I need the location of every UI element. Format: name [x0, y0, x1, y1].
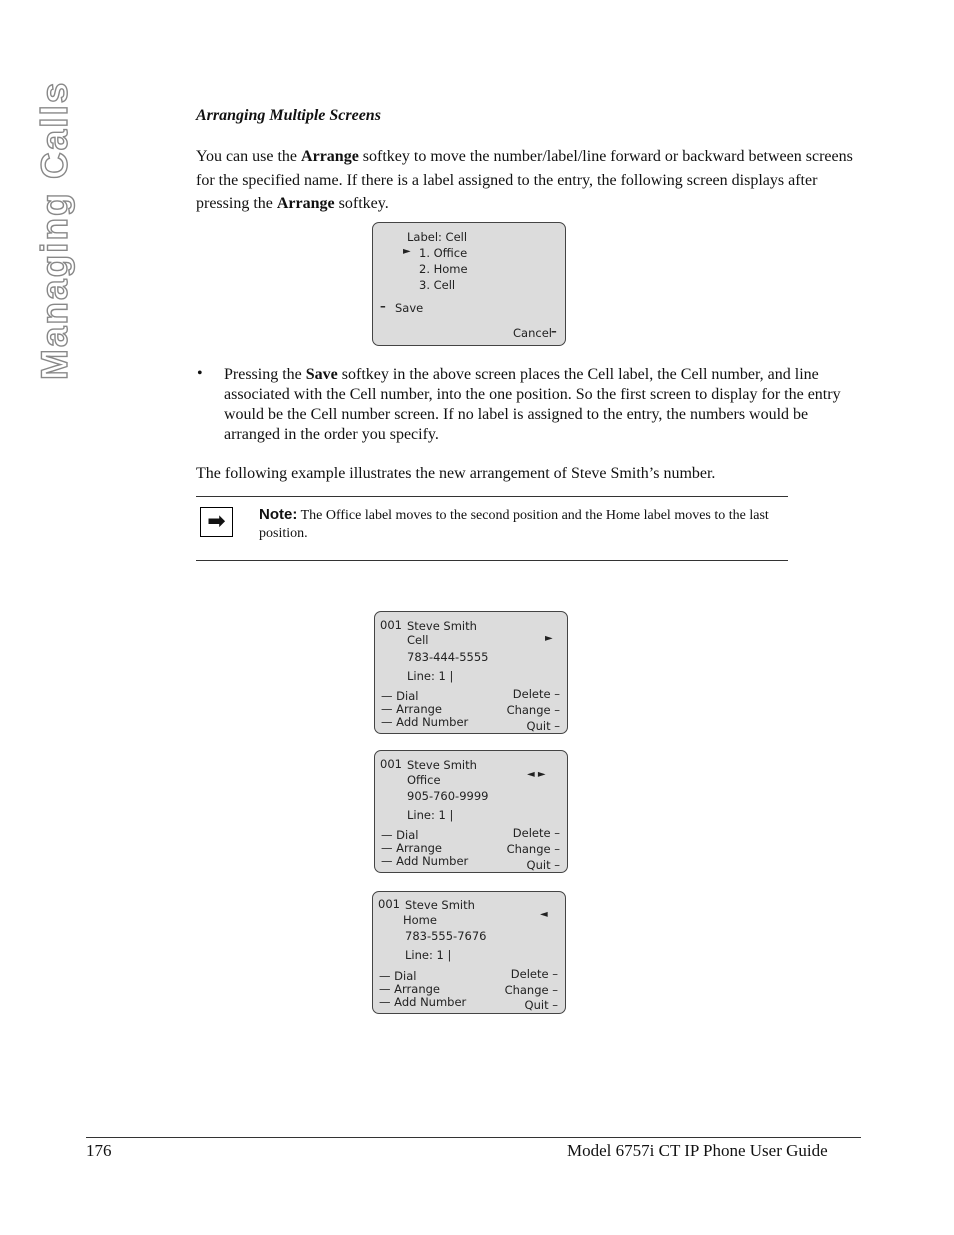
quit-softkey[interactable]: Quit – [526, 858, 560, 872]
note-text: Note: The Office label moves to the second position and the Home label moves to the last position. [259, 506, 769, 541]
quit-softkey[interactable]: Quit – [524, 998, 558, 1012]
entry-index: 001 [380, 618, 402, 632]
label-option-1: 1. Office [419, 246, 468, 260]
change-softkey[interactable]: Change – [506, 703, 560, 717]
bullet-text: Pressing the Save softkey in the above screen places the Cell label, the Cell number, and line associated with the Cell number, into the one position. So the first screen to display for the entry would be the Cell number screen. If no label is assigned to the entry, the numbers would be arranged in the order you specify. [224, 366, 841, 443]
entry-name: Steve Smith [407, 619, 477, 633]
arrange-softkey[interactable]: — Arrange [381, 702, 442, 716]
entry-number: 783-555-7676 [405, 929, 487, 943]
entry-label: Home [403, 913, 437, 927]
entry-line: Line: 1 | [407, 669, 454, 683]
entry-number: 905-760-9999 [407, 789, 489, 803]
bullet-marker: • [197, 365, 203, 382]
label-option-2: 2. Home [419, 262, 468, 276]
section-heading: Arranging Multiple Screens [196, 107, 381, 124]
arrow-right-icon: ➡ [200, 507, 233, 537]
entry-label: Office [407, 773, 441, 787]
guide-title: Model 6757i CT IP Phone User Guide [567, 1141, 828, 1160]
delete-softkey[interactable]: Delete – [512, 826, 560, 840]
footer-rule [86, 1137, 861, 1138]
entry-number: 783-444-5555 [407, 650, 489, 664]
add-number-softkey[interactable]: — Add Number [379, 995, 467, 1009]
delete-softkey[interactable]: Delete – [510, 967, 558, 981]
intro-paragraph: You can use the Arrange softkey to move the number/label/line forward or backward between screens for the specified name. If there is a label assigned to the entry, the following screen displays after pressing the Arrange softkey. [196, 148, 853, 212]
entry-label: Cell [407, 633, 429, 647]
dial-softkey[interactable]: — Dial [381, 689, 419, 703]
change-softkey[interactable]: Change – [506, 842, 560, 856]
cancel-softkey-dash: – [551, 324, 557, 338]
label-line: Label: Cell [407, 230, 468, 244]
save-softkey-dash: – [380, 299, 386, 313]
label-option-3: 3. Cell [419, 278, 456, 292]
example-intro: The following example illustrates the new arrangement of Steve Smith’s number. [196, 465, 716, 482]
phone-screen-cell [374, 611, 568, 734]
change-softkey[interactable]: Change – [504, 983, 558, 997]
dial-softkey[interactable]: — Dial [379, 969, 417, 983]
arrange-softkey[interactable]: — Arrange [381, 841, 442, 855]
entry-name: Steve Smith [405, 898, 475, 912]
add-number-softkey[interactable]: — Add Number [381, 854, 469, 868]
delete-softkey[interactable]: Delete – [512, 687, 560, 701]
phone-screen-office [374, 750, 568, 873]
note-bottom-rule [196, 560, 788, 561]
phone-screen-home [372, 891, 566, 1014]
arrow-left-icon: ◄ [540, 909, 548, 920]
note-top-rule [196, 496, 788, 497]
entry-line: Line: 1 | [407, 808, 454, 822]
label-screen [372, 222, 566, 346]
cancel-softkey[interactable]: Cancel [513, 326, 552, 340]
entry-index: 001 [378, 897, 400, 911]
chapter-side-title: Managing Calls [34, 80, 75, 380]
dial-softkey[interactable]: — Dial [381, 828, 419, 842]
arrange-softkey[interactable]: — Arrange [379, 982, 440, 996]
quit-softkey[interactable]: Quit – [526, 719, 560, 733]
pointer-icon: ► [403, 246, 411, 257]
add-number-softkey[interactable]: — Add Number [381, 715, 469, 729]
entry-line: Line: 1 | [405, 948, 452, 962]
save-softkey[interactable]: Save [395, 301, 424, 315]
arrow-right-icon: ► [545, 633, 553, 644]
page-number: 176 [86, 1141, 112, 1160]
entry-index: 001 [380, 757, 402, 771]
left-right-arrows-icon: ◄ ► [527, 769, 546, 780]
entry-name: Steve Smith [407, 758, 477, 772]
